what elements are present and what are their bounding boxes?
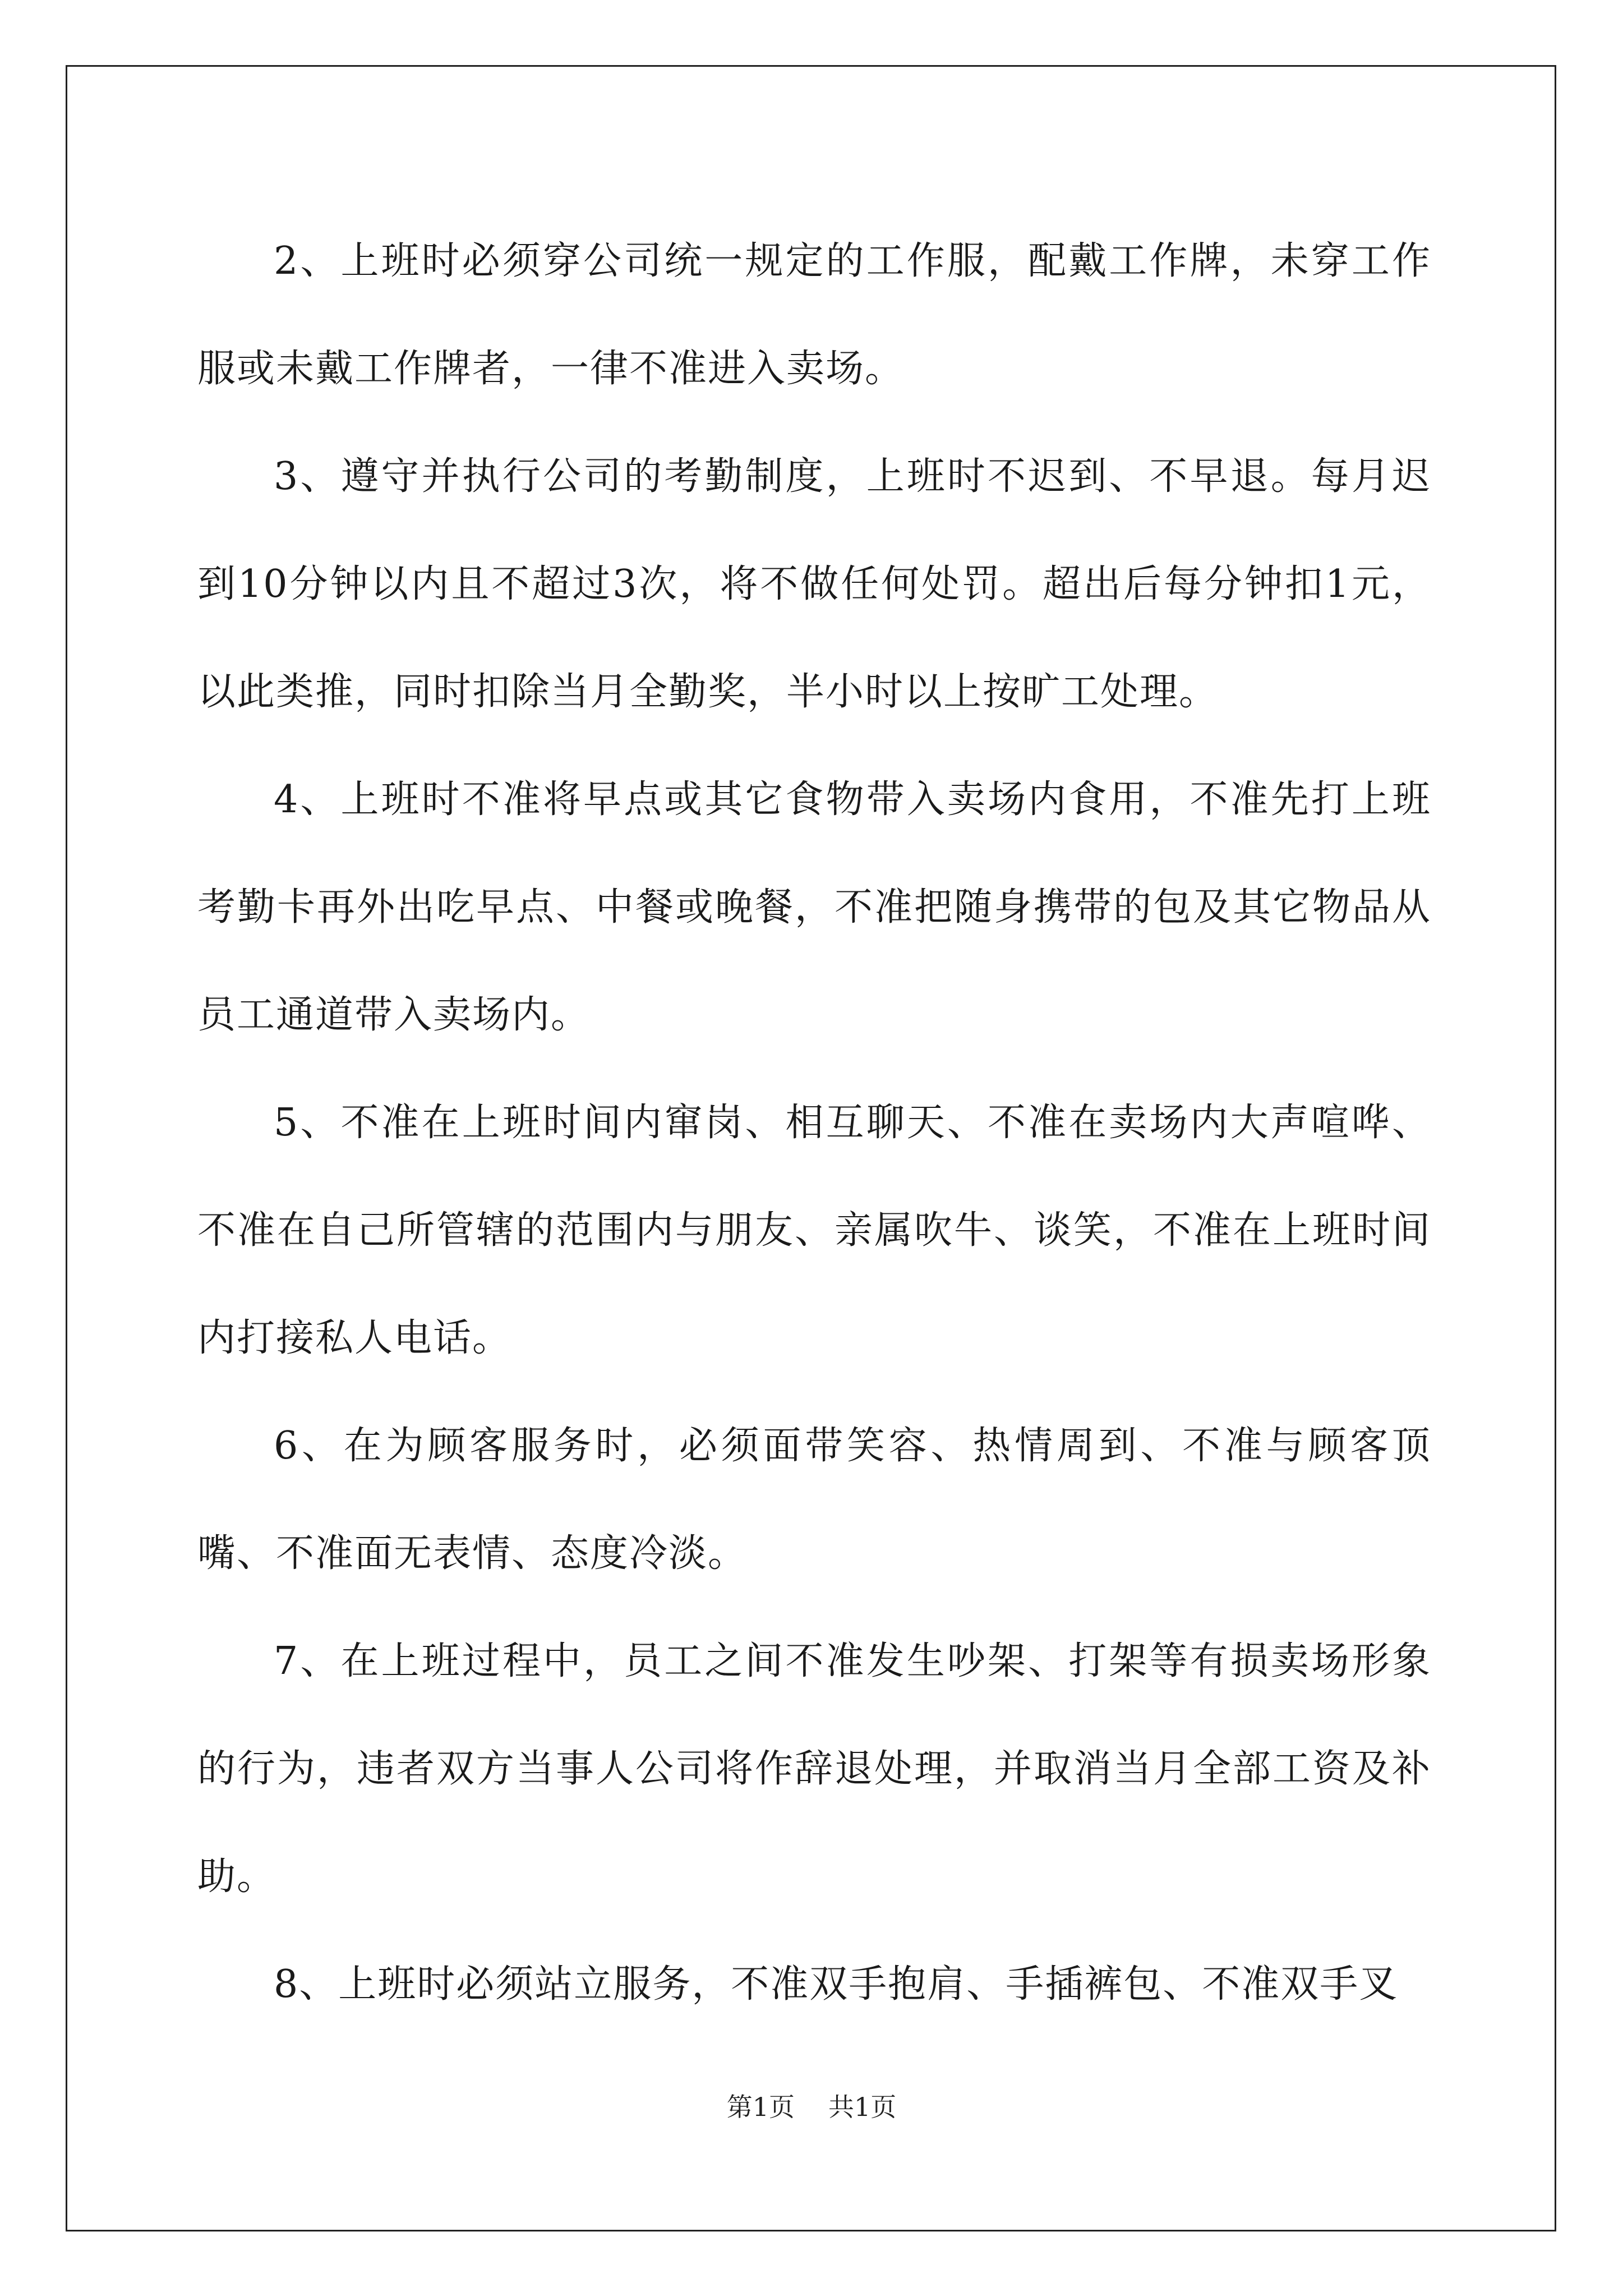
paragraph-4: 4、上班时不准将早点或其它食物带入卖场内食用，不准先打上班考勤卡再外出吃早点、中餐或晚餐，不准把随身携带的包及其它物品从员工通道带入卖场内。	[197, 777, 1431, 1037]
document-body	[197, 208, 1431, 2039]
page-total: 共1页	[828, 2092, 897, 2122]
paragraph-6: 6、在为顾客服务时，必须面带笑容、热情周到、不准与顾客顶嘴、不准面无表情、态度冷淡。	[197, 1424, 1431, 1576]
paragraph-2: 2、上班时必须穿公司统一规定的工作服，配戴工作牌，未穿工作服或未戴工作牌者，一律不准进入卖场。	[197, 239, 1431, 391]
page-footer	[0, 2087, 1623, 2124]
page-number: 第1页	[726, 2092, 795, 2122]
paragraph-3: 3、遵守并执行公司的考勤制度，上班时不迟到、不早退。每月迟到10分钟以内且不超过3次，将不做任何处罚。超出后每分钟扣1元，以此类推，同时扣除当月全勤奖，半小时以上按旷工处理。	[197, 454, 1431, 714]
paragraph-7: 7、在上班过程中，员工之间不准发生吵架、打架等有损卖场形象的行为，违者双方当事人公司将作辞退处理，并取消当月全部工资及补助。	[197, 1639, 1431, 1899]
paragraph-8: 8、上班时必须站立服务，不准双手抱肩、手插裤包、不准双手叉	[274, 1962, 1399, 2007]
paragraph-5: 5、不准在上班时间内窜岗、相互聊天、不准在卖场内大声喧哗、不准在自己所管辖的范围内与朋友、亲属吹牛、谈笑，不准在上班时间内打接私人电话。	[197, 1101, 1431, 1360]
